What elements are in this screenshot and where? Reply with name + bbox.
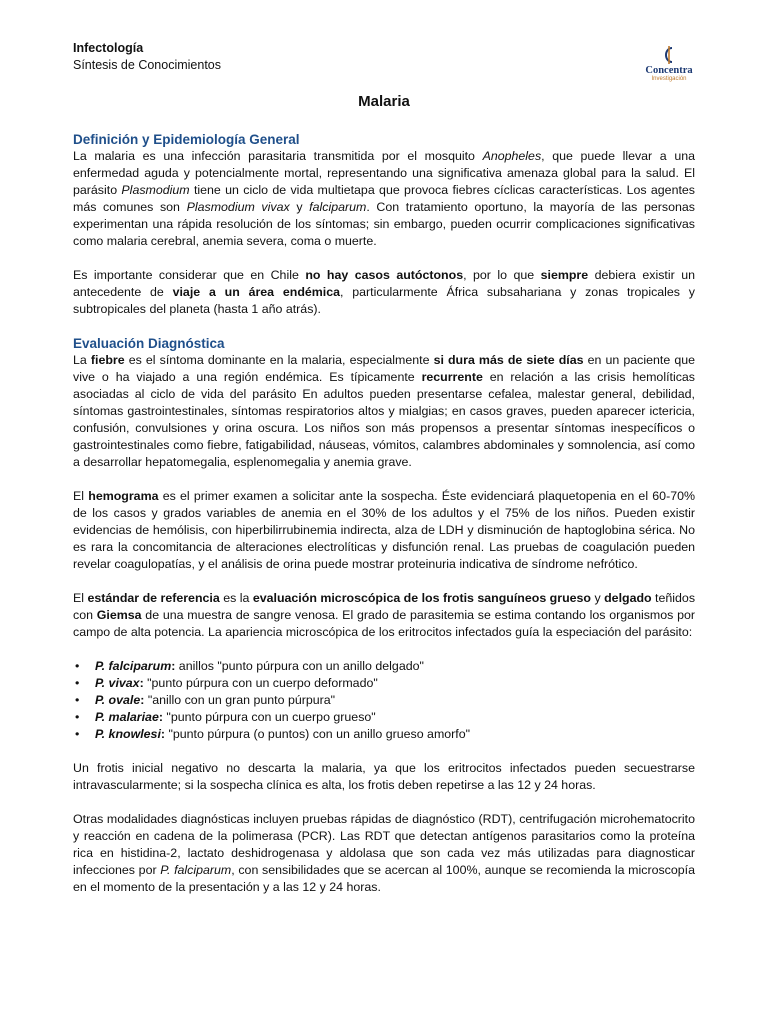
species-description: anillos "punto púrpura con un anillo delgado" bbox=[175, 659, 424, 673]
italic-run: Plasmodium vivax bbox=[186, 200, 290, 214]
bullet-glyph: • bbox=[75, 727, 80, 741]
text-run: debiera existir un antecedente de bbox=[73, 268, 695, 299]
text-run: El bbox=[73, 591, 88, 605]
species-name: P. knowlesi bbox=[95, 727, 161, 741]
species-name: P. falciparum bbox=[95, 659, 172, 673]
bold-run: siempre bbox=[540, 268, 589, 282]
text-run: y bbox=[289, 200, 310, 214]
concentra-logo-icon bbox=[662, 45, 676, 65]
italic-run: P. falciparum bbox=[160, 863, 232, 877]
bold-run: si dura más de siete días bbox=[433, 353, 584, 367]
bold-run: delgado bbox=[604, 591, 652, 605]
paragraph-hemogram bbox=[73, 488, 695, 573]
species-description: "punto púrpura (o puntos) con un anillo grueso amorfo" bbox=[165, 727, 471, 741]
italic-run: falciparum bbox=[309, 200, 367, 214]
section-heading-diagnosis: Evaluación Diagnóstica bbox=[73, 336, 225, 351]
text-run: : bbox=[171, 659, 176, 673]
paragraph-reference-standard bbox=[73, 590, 695, 641]
text-run: es el primer examen a solicitar ante la sospecha. Éste evidenciará plaquetopenia en el 60-70% de los casos y grados variables de anemia en el 30% de los adultos y el 75% de los niños. Pueden existir evidencias de hemólisis, con hiperbilirrubinemia indirecta, alza de LDH y disminución de haptoglobina sérica. No es rara la concomitancia de alteraciones electrolíticas y disfunción renal. Las pruebas de coagulación pueden revelar coagulopatías, y el análisis de orina puede mostrar proteinuria indicativa de síndrome nefrótico. bbox=[73, 489, 695, 571]
text-run: : bbox=[139, 676, 144, 690]
paragraph-chile bbox=[73, 267, 695, 318]
header-subtitle: Síntesis de Conocimientos bbox=[73, 58, 221, 72]
paragraph-fever bbox=[73, 352, 695, 471]
species-list bbox=[73, 658, 695, 743]
logo-tagline: Investigación bbox=[651, 76, 687, 82]
text-run: El bbox=[73, 489, 89, 503]
document-title: Malaria bbox=[358, 93, 410, 110]
text-run: Es importante considerar que en Chile bbox=[73, 268, 306, 282]
text-run: La malaria es una infección parasitaria transmitida por el mosquito bbox=[73, 149, 483, 163]
text-run: es la bbox=[219, 591, 253, 605]
italic-run: Anopheles bbox=[482, 149, 542, 163]
bullet-glyph: • bbox=[75, 710, 80, 724]
text-run: y bbox=[591, 591, 605, 605]
text-run: : bbox=[160, 727, 166, 741]
paragraph-negative-smear: Un frotis inicial negativo no descarta la malaria, ya que los eritrocitos infectados pueden secuestrarse intravascularmente; si la sospecha clínica es alta, los frotis deben repetirse a las 12 y 24 horas. bbox=[73, 761, 695, 792]
document-header bbox=[73, 40, 221, 74]
species-name: P. vivax bbox=[95, 676, 140, 690]
species-name: P. malariae bbox=[95, 710, 159, 724]
text-run: tiene un ciclo de vida multietapa que provoca fiebres cíclicas características. Los agentes más comunes son bbox=[73, 183, 695, 214]
list-item bbox=[73, 658, 695, 675]
bold-run: fiebre bbox=[90, 353, 125, 367]
bold-run: estándar de referencia bbox=[87, 591, 220, 605]
bullet-glyph: • bbox=[75, 693, 80, 707]
logo-name: Concentra bbox=[645, 65, 693, 76]
bold-run: no hay casos autóctonos bbox=[305, 268, 464, 282]
species-description: "punto púrpura con un cuerpo deformado" bbox=[143, 676, 378, 690]
text-run: : bbox=[140, 693, 145, 707]
list-item bbox=[73, 675, 695, 692]
bold-run: viaje a un área endémica bbox=[172, 285, 341, 299]
italic-run: Plasmodium bbox=[121, 183, 190, 197]
bullet-glyph: • bbox=[75, 659, 80, 673]
text-run: La bbox=[73, 353, 91, 367]
text-run: teñidos con bbox=[73, 591, 696, 622]
paragraph-definition bbox=[73, 148, 695, 250]
text-run: , con sensibilidades que se acercan al 100%, aunque se recomienda la microscopía en el momento de la presentación y a las 12 y 24 horas. bbox=[73, 863, 695, 894]
list-item bbox=[73, 726, 695, 743]
concentra-logo bbox=[641, 45, 697, 83]
header-title: Infectología bbox=[73, 41, 144, 55]
text-run: Otras modalidades diagnósticas incluyen pruebas rápidas de diagnóstico (RDT), centrifugación microhematocrito y reacción en cadena de la polimerasa (PCR). Las RDT que detectan antígenos parasitarios como la proteína rica en histidina-2, lactato deshidrogenasa y aldolasa que son cada vez más utilizadas para diagnosticar infecciones por bbox=[73, 812, 695, 877]
bold-run: hemograma bbox=[88, 489, 159, 503]
bullet-glyph: • bbox=[75, 676, 80, 690]
text-run: en un paciente que vive o ha viajado a una región endémica. Es típicamente bbox=[73, 353, 695, 384]
species-description: "anillo con un gran punto púrpura" bbox=[144, 693, 336, 707]
text-run: , particularmente África subsahariana y zonas tropicales y subtropicales del planeta (hasta 1 año atrás). bbox=[73, 285, 695, 316]
document-body bbox=[73, 131, 695, 896]
text-run: , por lo que bbox=[463, 268, 541, 282]
list-item bbox=[73, 692, 695, 709]
paragraph-other-modalities bbox=[73, 811, 695, 896]
bold-run: Giemsa bbox=[96, 608, 142, 622]
species-name: P. ovale bbox=[95, 693, 141, 707]
text-run: en relación a las crisis hemolíticas asociadas al ciclo de vida del parásito En adultos pueden presentarse cefalea, malestar general, debilidad, síntomas gastrointestinales, síntomas respiratorios altos y mialgias; en casos graves, pueden aparecer ictericia, confusión, convulsiones y orina oscura. Los niños son más propensos a presentar síntomas inespecíficos o gastrointestinales como fiebre, fatigabilidad, náuseas, vómitos, calambres abdominales y somnolencia, así como a desarrollar hepatomegalia, esplenomegalia y anemia grave. bbox=[73, 370, 695, 469]
species-description: "punto púrpura con un cuerpo grueso" bbox=[162, 710, 376, 724]
text-run: . Con tratamiento oportuno, la mayoría de las personas experimentan una rápida resolución de los síntomas; sin embargo, pueden ocurrir complicaciones significativas como malaria cerebral, anemia severa, coma o muerte. bbox=[73, 200, 695, 248]
section-heading-definition: Definición y Epidemiología General bbox=[73, 132, 300, 147]
text-run: es el síntoma dominante en la malaria, especialmente bbox=[124, 353, 434, 367]
bold-run: evaluación microscópica de los frotis sanguíneos grueso bbox=[252, 591, 591, 605]
list-item bbox=[73, 709, 695, 726]
text-run: , que puede llevar a una enfermedad aguda y potencialmente mortal, representando una significativa amenaza global para la salud. El parásito bbox=[73, 149, 695, 197]
bold-run: recurrente bbox=[421, 370, 483, 384]
text-run: : bbox=[158, 710, 163, 724]
text-run: de una muestra de sangre venosa. El grado de parasitemia se estima contando los organismos por campo de alta potencia. La apariencia microscópica de los eritrocitos infectados guía la especiación del parásito: bbox=[73, 608, 695, 639]
